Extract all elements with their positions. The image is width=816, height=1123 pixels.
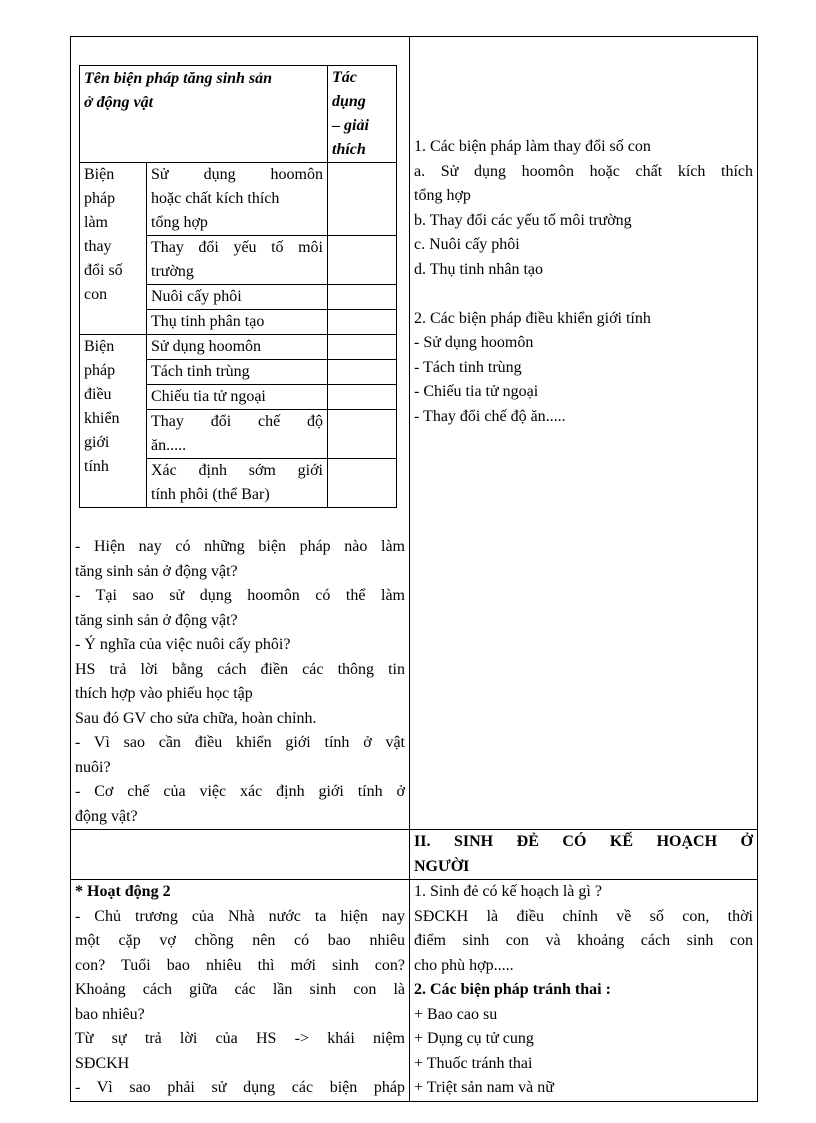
group2-item: Thay đổi chế độ ăn..... bbox=[147, 410, 328, 459]
answer-list-1: 1. Các biện pháp làm thay đổi số con a. Sử dụng hoomôn hoặc chất kích thích tổng hợp b. Thay đổi các yếu tố môi trường c. Nuôi cấy phôi d. Thụ tinh nhân tạo 2. Các biện pháp điều khiển giới tính - Sử dụng hoomôn - Tách tinh trùng - Chiếu tia tử ngoại - Thay đổi chế độ ăn..... bbox=[414, 138, 753, 425]
group2-item: Chiếu tia tử ngoại bbox=[147, 385, 328, 410]
effect-cell bbox=[328, 410, 397, 459]
row-activity-2 bbox=[71, 880, 758, 1102]
effect-cell bbox=[328, 385, 397, 410]
effect-cell bbox=[328, 335, 397, 360]
discussion-questions: - Hiện nay có những biện pháp nào làm tăng sinh sản ở động vật? - Tại sao sử dụng hoomôn có thể làm tăng sinh sản ở động vật? - Ý nghĩa của việc nuôi cấy phôi? HS trả lời bằng cách điền các thông tin thích hợp vào phiếu học tập Sau đó GV cho sửa chữa, hoàn chỉnh. - Vì sao cần điều khiển giới tính ở vật nuôi? - Cơ chế của việc xác định giới tính ở động vật? bbox=[75, 538, 405, 825]
effect-cell bbox=[328, 163, 397, 236]
activity-2-cell: * Hoạt động 2 - Chủ trương của Nhà nước ta hiện nay một cặp vợ chồng nên có bao nhiêu con? Tuổi bao nhiêu thì mới sinh con? Khoảng cách giữa các lần sinh con là bao nhiêu? Từ sự trả lời của HS -> khái niệm SĐCKH - Vì sao phải sử dụng các biện pháp bbox=[71, 880, 410, 1102]
worksheet-table bbox=[79, 65, 397, 508]
group1-row bbox=[80, 163, 397, 236]
group1-label: Biện pháp làm thay đổi số con bbox=[80, 163, 147, 335]
effect-cell bbox=[328, 360, 397, 385]
worksheet-header-row bbox=[80, 66, 397, 163]
group2-item: Xác định sớm giới tính phôi (thể Bar) bbox=[147, 459, 328, 508]
group1-item: Thụ tinh phân tạo bbox=[147, 310, 328, 335]
row-activity-1 bbox=[71, 37, 758, 830]
group1-item: Nuôi cấy phôi bbox=[147, 285, 328, 310]
group2-item: Tách tinh trùng bbox=[147, 360, 328, 385]
right-cell-activity-1 bbox=[410, 37, 758, 830]
group2-row bbox=[80, 335, 397, 360]
effect-cell bbox=[328, 310, 397, 335]
group2-item: Sử dụng hoomôn bbox=[147, 335, 328, 360]
group1-item: Sử dụng hoomôn hoặc chất kích thích tổng hợp bbox=[147, 163, 328, 236]
row-section-2-heading bbox=[71, 830, 758, 880]
effect-cell bbox=[328, 285, 397, 310]
empty-left-cell bbox=[71, 830, 410, 880]
header-effect: Tác dụng – giải thích bbox=[328, 66, 397, 163]
section-2-heading: II. SINH ĐẺ CÓ KẾ HOẠCH Ở NGƯỜI bbox=[410, 830, 758, 880]
left-cell-activity-1 bbox=[71, 37, 410, 830]
document-page bbox=[70, 36, 753, 1102]
group1-item: Thay đổi yếu tố môi trường bbox=[147, 236, 328, 285]
lesson-table bbox=[70, 36, 758, 1102]
activity-2-answer-cell: 1. Sinh đẻ có kế hoạch là gì ? SĐCKH là điều chỉnh về số con, thời điểm sinh con và khoảng cách sinh con cho phù hợp..... 2. Các biện pháp tránh thai : + Bao cao su + Dụng cụ tử cung + Thuốc tránh thai + Triệt sản nam và nữ bbox=[410, 880, 758, 1102]
header-measure-name: Tên biện pháp tăng sinh sản ở động vật bbox=[80, 66, 328, 163]
effect-cell bbox=[328, 236, 397, 285]
effect-cell bbox=[328, 459, 397, 508]
group2-label: Biện pháp điều khiển giới tính bbox=[80, 335, 147, 508]
